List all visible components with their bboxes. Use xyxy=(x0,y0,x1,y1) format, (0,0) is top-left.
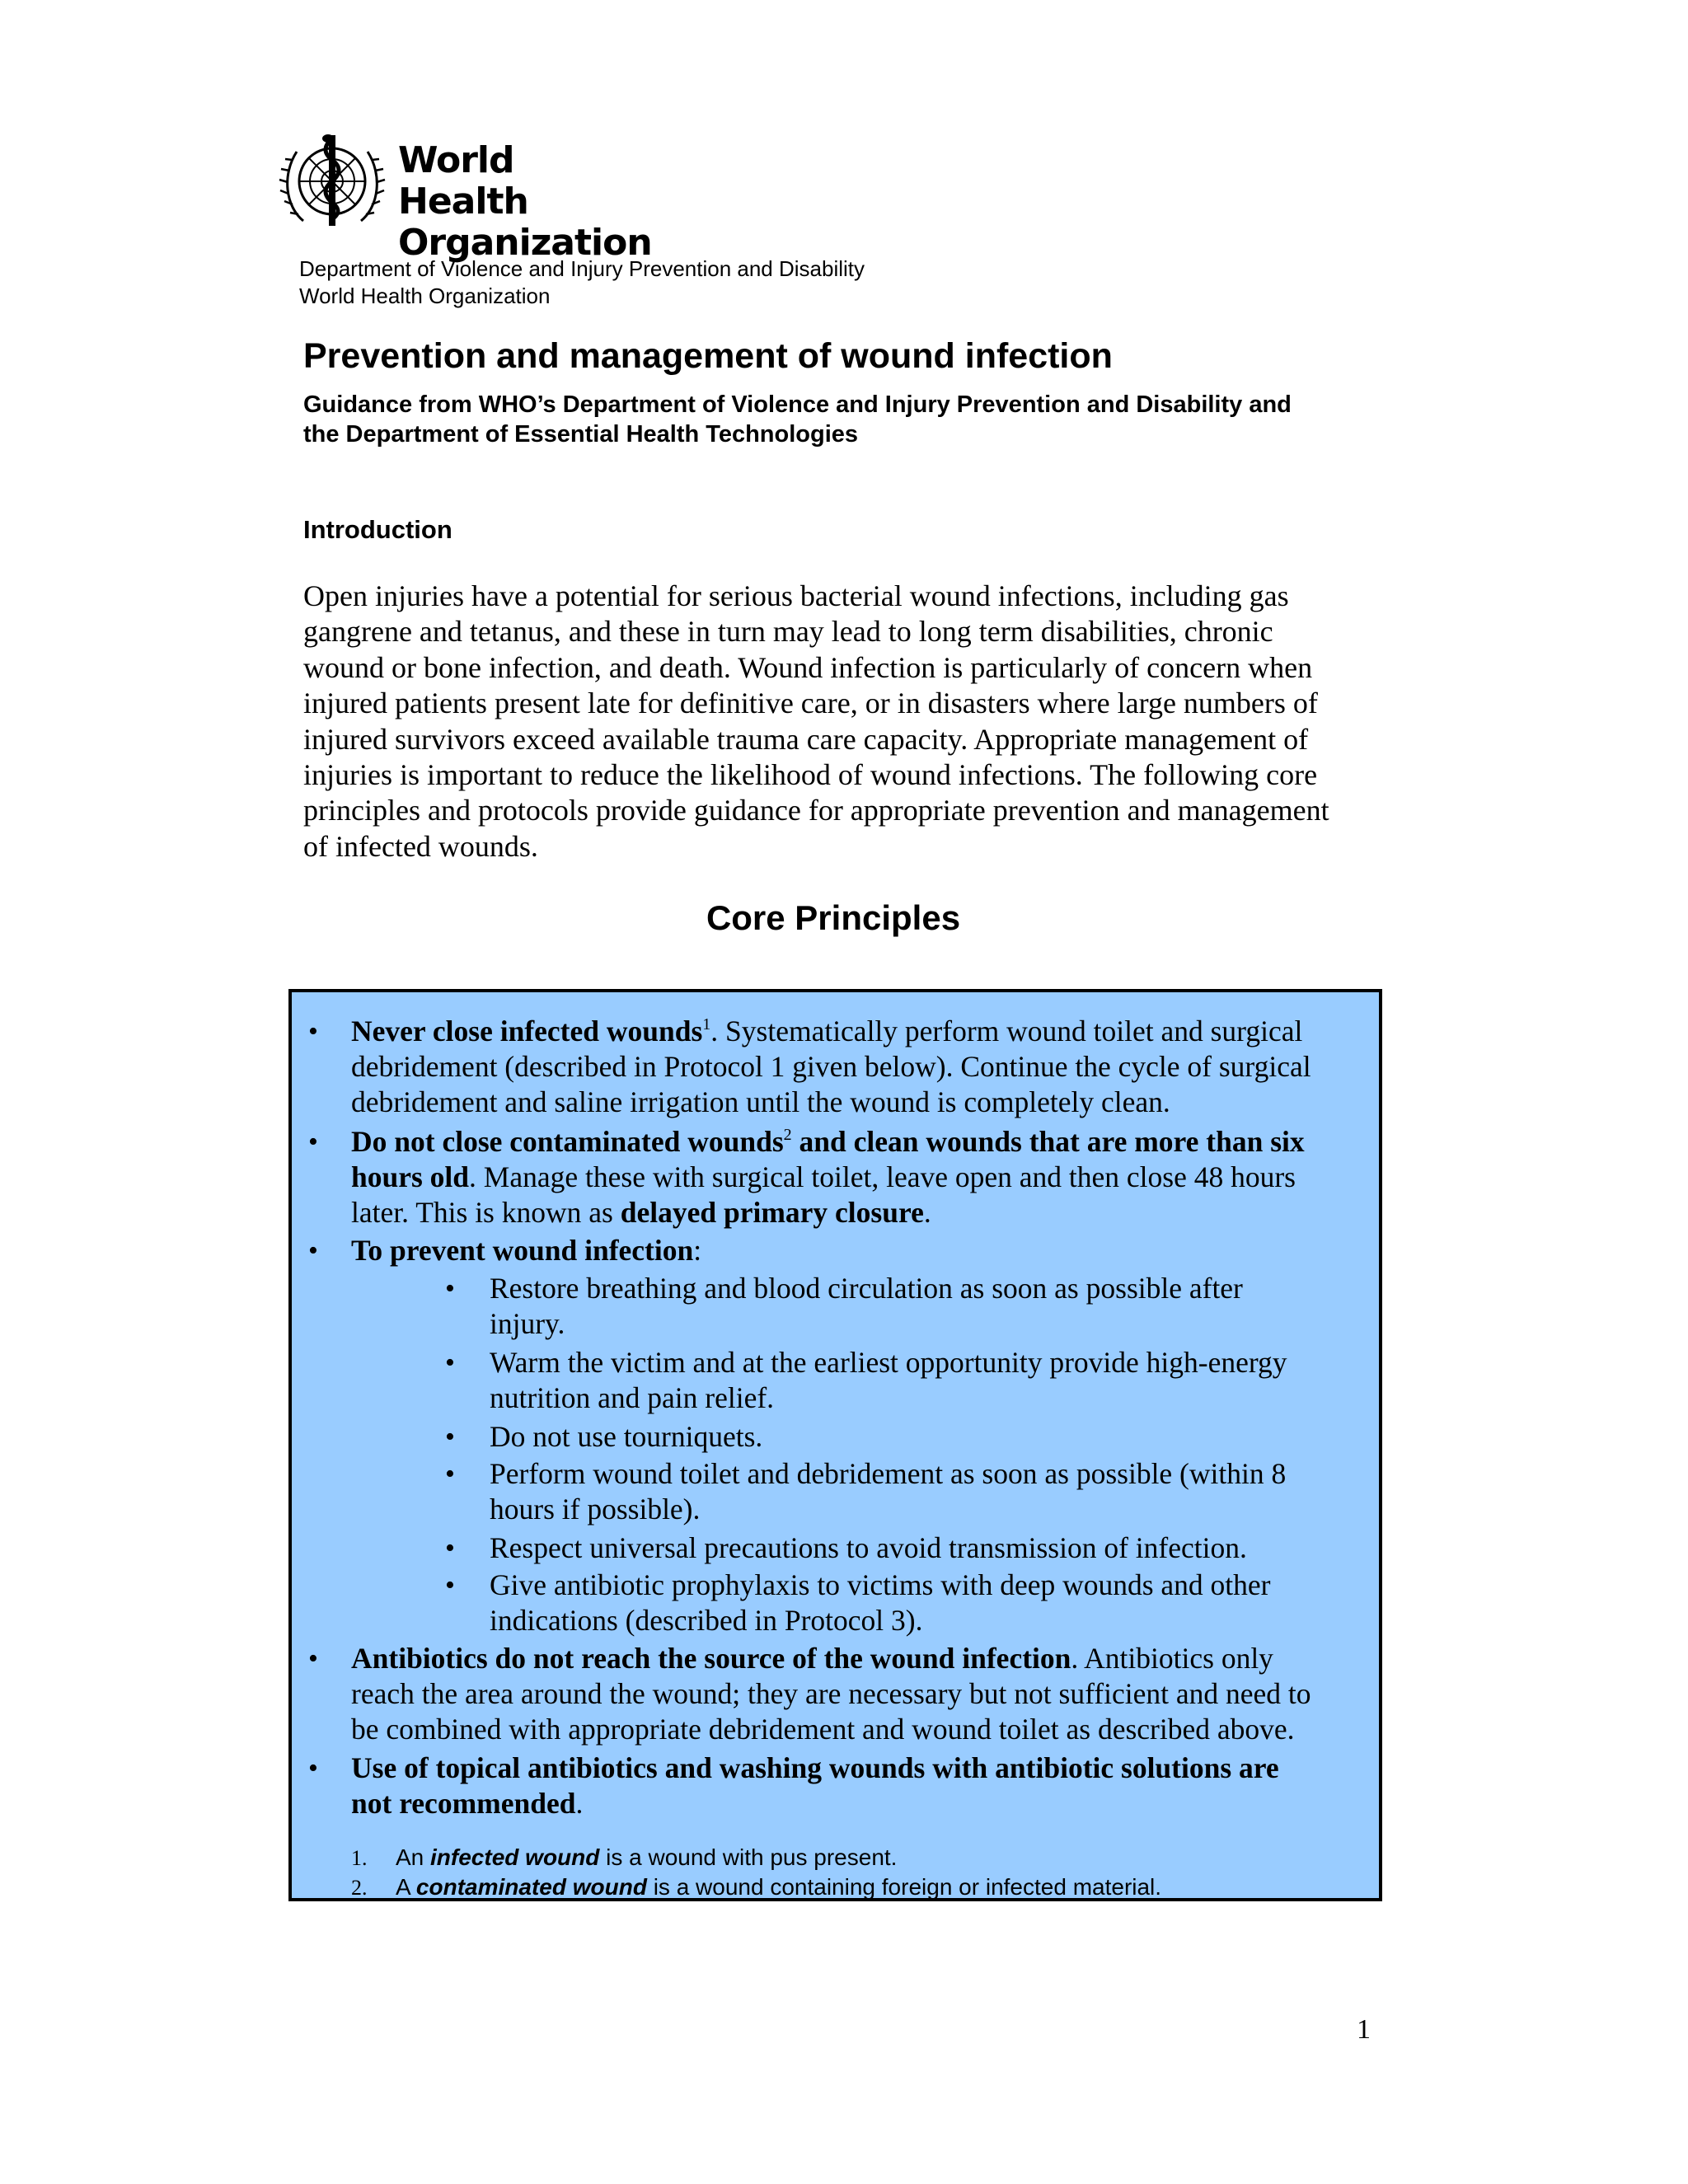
principle-3-line xyxy=(351,1233,701,1269)
principle-4-line: reach the area around the wound; they are necessary but not sufficient and need to xyxy=(351,1677,1311,1710)
principle-1-line: debridement and saline irrigation until the wound is completely clean. xyxy=(351,1085,1170,1118)
paragraph-line: injured patients present late for definitive care, or in disasters where large numbers of xyxy=(303,687,1318,720)
principle-5-line: Use of topical antibiotics and washing wounds with antibiotic solutions are xyxy=(351,1751,1279,1784)
logo-line-1: World Health xyxy=(398,139,528,223)
organization-name: World Health Organization xyxy=(299,284,551,308)
principle-4-bold: Antibiotics do not reach the source of the wound infection xyxy=(351,1642,1071,1675)
sub-item-line: Warm the victim and at the earliest opportunity provide high-energy xyxy=(490,1346,1287,1379)
document-subtitle xyxy=(303,390,1400,449)
footnote-number: 2. xyxy=(351,1876,368,1900)
sub-item-line: indications (described in Protocol 3). xyxy=(490,1604,923,1637)
logo-line-2: Organization xyxy=(398,222,652,264)
principle-5-bold: not recommended xyxy=(351,1787,576,1820)
logo-wordmark xyxy=(398,140,652,264)
principle-2-text: . Manage these with surgical toilet, leave open and then close 48 hours xyxy=(469,1160,1296,1193)
department-block xyxy=(299,255,865,310)
principle-2-text: . xyxy=(923,1196,931,1229)
sub-item-line: injury. xyxy=(490,1307,565,1340)
footnote-text: is a wound with pus present. xyxy=(599,1844,898,1870)
principle-2-bold: Do not close contaminated wounds xyxy=(351,1125,784,1158)
principle-1-bold: Never close infected wounds xyxy=(351,1015,703,1047)
bullet-icon: • xyxy=(308,1643,318,1674)
paragraph-line: of infected wounds. xyxy=(303,829,538,863)
who-emblem-icon xyxy=(279,129,386,236)
bullet-icon: • xyxy=(445,1459,455,1489)
paragraph-line: principles and protocols provide guidance for appropriate prevention and management xyxy=(303,794,1329,827)
bullet-icon: • xyxy=(445,1422,455,1452)
paragraph-line: gangrene and tetanus, and these in turn may lead to long term disabilities, chronic xyxy=(303,615,1273,649)
principle-2-line xyxy=(351,1195,931,1231)
paragraph-line: Open injuries have a potential for serious bacterial wound infections, including gas xyxy=(303,579,1289,612)
department-name: Department of Violence and Injury Prevention and Disability xyxy=(299,256,865,281)
introduction-paragraph xyxy=(303,579,1391,865)
bullet-icon: • xyxy=(445,1533,455,1563)
core-principles-heading: Core Principles xyxy=(706,898,961,937)
sub-item-line: hours if possible). xyxy=(490,1493,701,1526)
sub-item-line: nutrition and pain relief. xyxy=(490,1381,775,1414)
sub-item-line: Perform wound toilet and debridement as soon as possible (within 8 xyxy=(490,1457,1287,1490)
page-number: 1 xyxy=(1357,2014,1371,2045)
bullet-icon: • xyxy=(308,1016,318,1047)
principle-2-text: later. This is known as xyxy=(351,1196,621,1229)
principle-5-line xyxy=(351,1786,583,1822)
subtitle-line: Guidance from WHO’s Department of Violence and Injury Prevention and Disability and xyxy=(303,391,1292,418)
paragraph-line: injured survivors exceed available trauma care capacity. Appropriate management of xyxy=(303,722,1309,756)
sub-item-line: Respect universal precautions to avoid transmission of infection. xyxy=(490,1531,1247,1564)
principle-5-text: . xyxy=(575,1787,584,1820)
footnote-number: 1. xyxy=(351,1846,368,1870)
sub-item-line: Give antibiotic prophylaxis to victims with deep wounds and other xyxy=(490,1568,1271,1601)
bullet-icon: • xyxy=(308,1753,318,1783)
principle-3-text: : xyxy=(693,1234,702,1267)
bullet-icon: • xyxy=(308,1127,318,1157)
principle-4-line xyxy=(351,1641,1273,1677)
paragraph-line: injuries is important to reduce the likelihood of wound infections. The following core xyxy=(303,758,1318,792)
document-title: Prevention and management of wound infection xyxy=(303,336,1113,376)
sub-item-line: Do not use tourniquets. xyxy=(490,1420,763,1453)
principle-1-line: debridement (described in Protocol 1 given below). Continue the cycle of surgical xyxy=(351,1050,1311,1083)
bullet-icon: • xyxy=(445,1347,455,1378)
introduction-heading: Introduction xyxy=(303,515,452,544)
footnote-1 xyxy=(351,1843,897,1873)
principle-4-line: be combined with appropriate debridement and wound toilet as described above. xyxy=(351,1713,1295,1746)
footnote-text: A xyxy=(396,1874,416,1900)
principle-4-text: . Antibiotics only xyxy=(1071,1642,1273,1675)
footnote-term: infected wound xyxy=(430,1844,600,1870)
principle-1-line xyxy=(351,1014,1302,1050)
footnote-text: An xyxy=(396,1844,431,1870)
principle-2-bold: hours old xyxy=(351,1160,470,1193)
principle-2-line xyxy=(351,1160,1296,1196)
principle-3-bold: To prevent wound infection xyxy=(351,1234,694,1267)
bullet-icon: • xyxy=(445,1273,455,1304)
paragraph-line: wound or bone infection, and death. Wound infection is particularly of concern when xyxy=(303,650,1313,684)
core-principles-box xyxy=(288,989,1382,1901)
principle-2-bold: and clean wounds that are more than six xyxy=(791,1125,1305,1158)
footnote-2 xyxy=(351,1872,1161,1903)
footnote-ref-1: 1 xyxy=(702,1015,711,1033)
who-logo xyxy=(279,125,652,264)
principle-2-line xyxy=(351,1124,1305,1160)
principle-1-text: . Systematically perform wound toilet and surgical xyxy=(710,1015,1303,1047)
bullet-icon: • xyxy=(308,1235,318,1266)
footnote-ref-2: 2 xyxy=(783,1126,792,1144)
bullet-icon: • xyxy=(445,1570,455,1601)
footnote-text: is a wound containing foreign or infected material. xyxy=(646,1874,1162,1900)
sub-item-line: Restore breathing and blood circulation as soon as possible after xyxy=(490,1272,1243,1305)
footnote-term: contaminated wound xyxy=(415,1874,647,1900)
principle-2-bold: delayed primary closure xyxy=(620,1196,924,1229)
subtitle-line: the Department of Essential Health Technologies xyxy=(303,421,859,448)
